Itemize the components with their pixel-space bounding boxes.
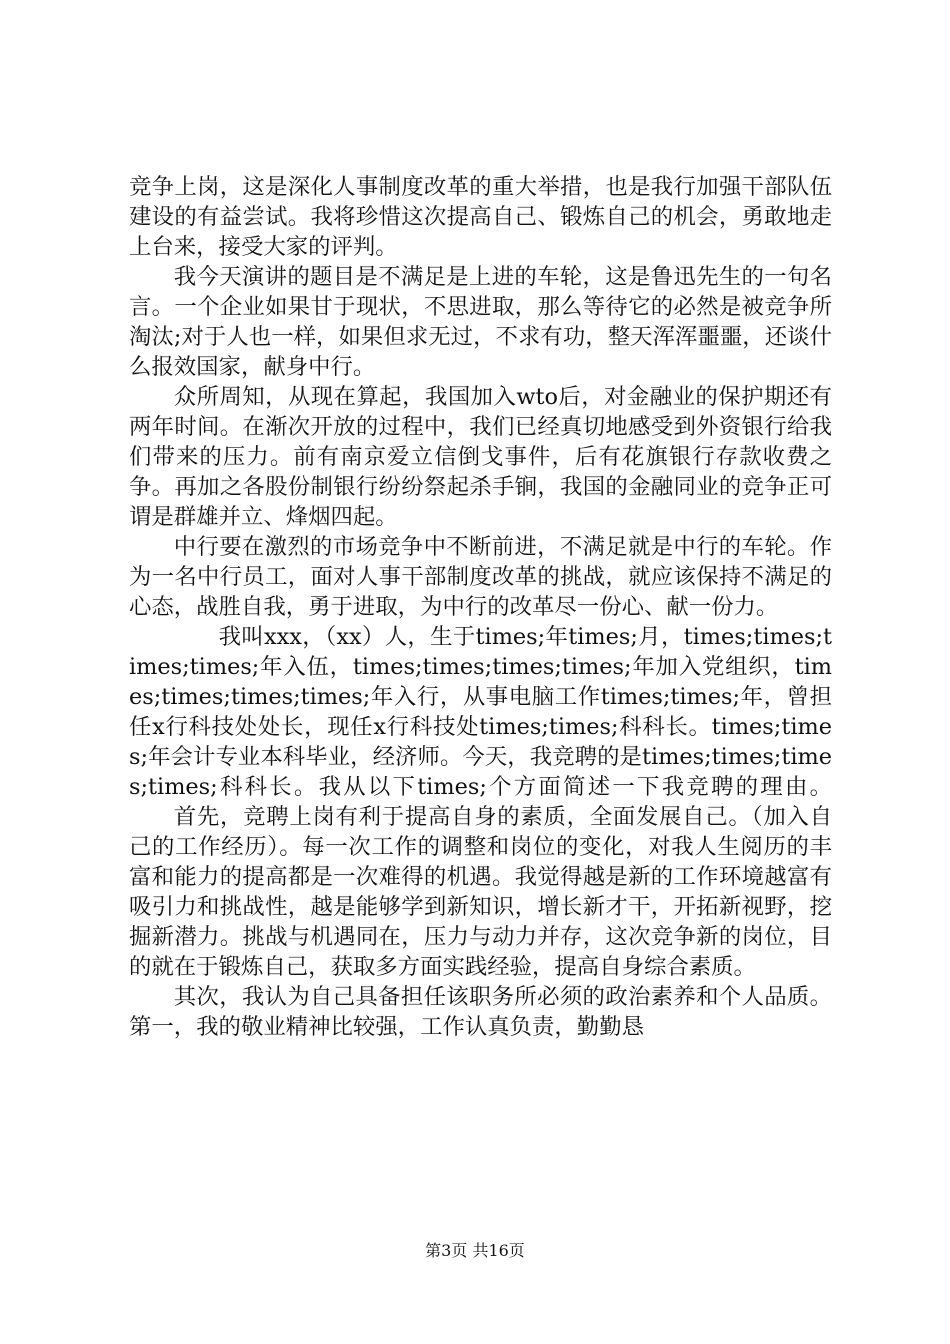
- paragraph-3: 众所周知，从现在算起，我国加入wto后，对金融业的保护期还有两年时间。在渐次开放的过程中，我们已经真切地感受到外资银行给我们带来的压力。前有南京爱立信倒戈事件，后有花旗银行存款收费之争。再加之各股份制银行纷纷祭起杀手锏，我国的金融同业的竞争正可谓是群雄并立、烽烟四起。: [129, 384, 832, 530]
- paragraph-2: 我今天演讲的题目是不满足是上进的车轮，这是鲁迅先生的一句名言。一个企业如果甘于现状，不思进取，那么等待它的必然是被竞争所淘汰;对于人也一样，如果但求无过，不求有功，整天浑浑噩噩，还谈什么报效国家，献身中行。: [129, 264, 832, 380]
- paragraph-6: 首先，竞聘上岗有利于提高自身的素质，全面发展自己。（加入自己的工作经历）。每一次工作的调整和岗位的变化，对我人生阅历的丰富和能力的提高都是一次难得的机遇。我觉得越是新的工作环境越富有吸引力和挑战性，越是能够学到新知识，增长新才干，开拓新视野，挖掘新潜力。挑战与机遇同在，压力与动力并存，这次竞争新的岗位，目的就在于锻炼自己，获取多方面实践经验，提高自身综合素质。: [129, 804, 832, 980]
- page-number-footer: 第3页 共16页: [425, 1241, 525, 1260]
- paragraph-1: 竞争上岗，这是深化人事制度改革的重大举措，也是我行加强干部队伍建设的有益尝试。我将珍惜这次提高自己、锻炼自己的机会，勇敢地走上台来，接受大家的评判。: [129, 174, 832, 260]
- paragraph-5: 我叫xxx，（xx）人，生于times;年times;月，times;times;times;times;年入伍，times;times;times;times;年加入党组织，times;times;times;times;年入行，从事电脑工作times;times;年，曾担任x行科技处处长，现任x行科技处times;times;科科长。times;times;年会计专业本科毕业，经济师。今天，我竞聘的是times;times;times;times;科科长。我从以下times;个方面简述一下我竞聘的理由。: [129, 624, 832, 800]
- paragraph-7: 其次，我认为自己具备担任该职务所必须的政治素养和个人品质。第一，我的敬业精神比较强，工作认真负责，勤勤恳: [129, 984, 832, 1040]
- paragraph-4: 中行要在激烈的市场竞争中不断前进，不满足就是中行的车轮。作为一名中行员工，面对人事干部制度改革的挑战，就应该保持不满足的心态，战胜自我，勇于进取，为中行的改革尽一份心、献一份力。: [129, 534, 832, 620]
- document-body: [129, 172, 832, 1042]
